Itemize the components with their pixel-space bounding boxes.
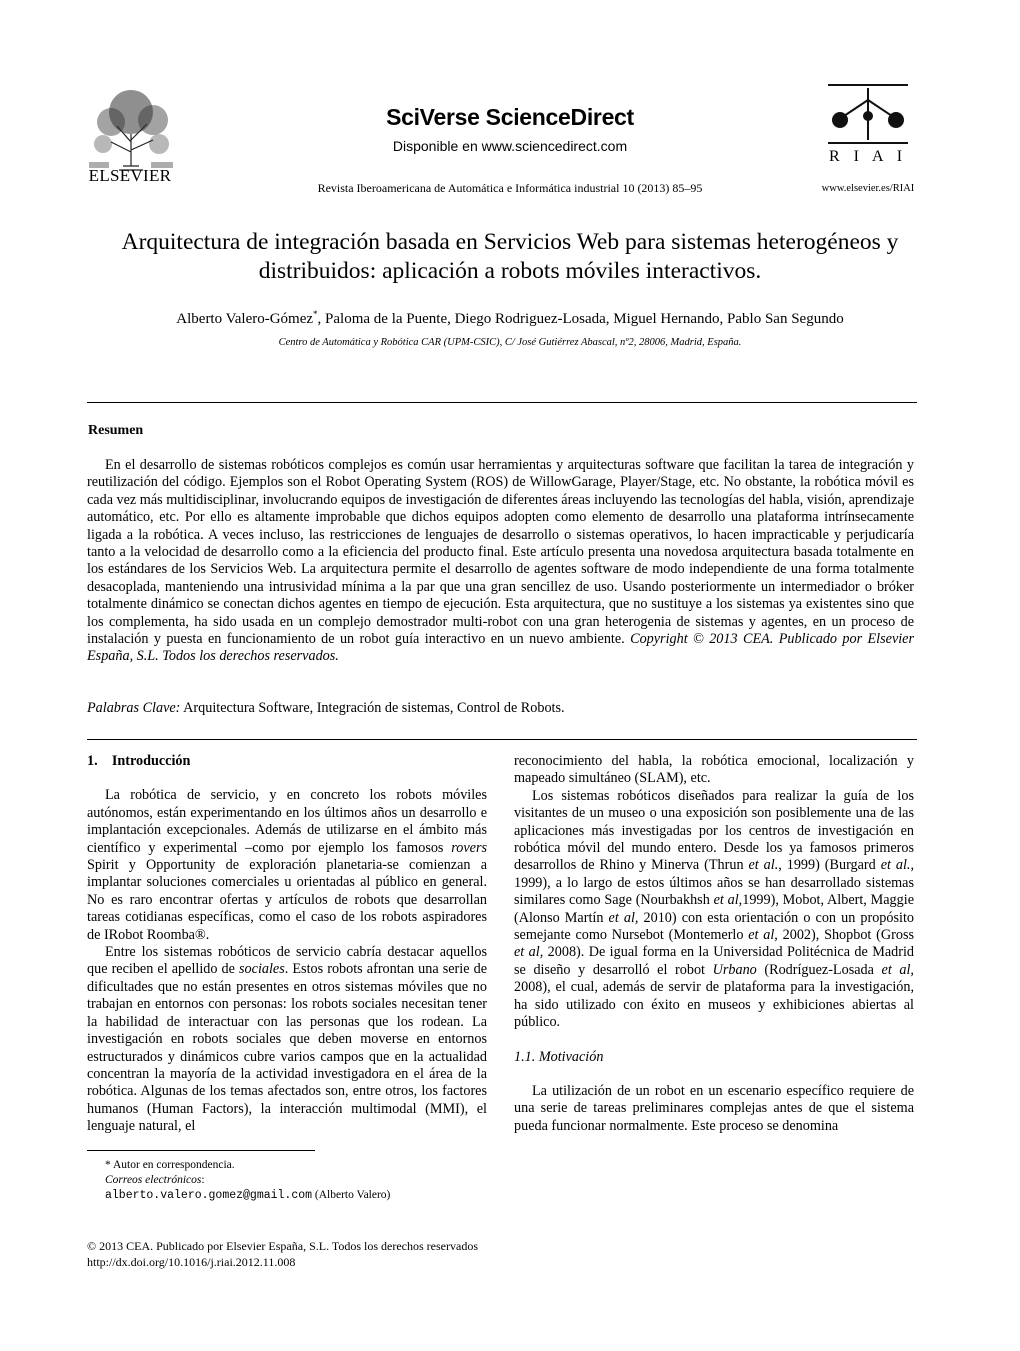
- abstract-body: [87, 457, 914, 666]
- intro-paragraph-2: Entre los sistemas robóticos de servicio cabría destacar aquellos que reciben el apellido de sociales. Estos robots afrontan una serie de dificultades que no están presentes en otros sistemas móviles que no trabajan en entornos con personas: los robots sociales necesitan tener la habilidad de interactuar con las personas que los rodean. La investigación en robots sociales que deben moverse en entornos estructurados y dinámicos cubre varios campos que en la actualidad concentran la mayoría de la actividad investigadora en el área de la robótica. Algunas de los temas afectados son, entre otros, los factores humanos (Human Factors), la interacción multimodal (MMI), el lenguaje natural, el: [87, 944, 487, 1135]
- top-divider: [87, 402, 917, 403]
- publisher-name: ELSEVIER: [88, 166, 172, 185]
- page-footer: [87, 1239, 687, 1270]
- doi-link[interactable]: http://dx.doi.org/10.1016/j.riai.2012.11.008: [87, 1254, 296, 1269]
- abstract-heading: Resumen: [88, 423, 144, 438]
- copyright-line: © 2013 CEA. Publicado por Elsevier España, S.L. Todos los derechos reservados: [87, 1239, 478, 1253]
- keywords-label: Palabras Clave:: [87, 700, 181, 716]
- journal-citation: Revista Iberoamericana de Automática e Informática industrial 10 (2013) 85–95: [317, 181, 703, 195]
- keywords-list: Arquitectura Software, Integración de sistemas, Control de Robots.: [183, 700, 565, 716]
- intro-paragraph-3: Los sistemas robóticos diseñados para realizar la guía de los visitantes de un museo o una exposición son posiblemente una de las aplicaciones más investigadas por los centros de investigación en robótica móvil del mundo entero. Desde los ya famosos primeros desarrollos de Rhino y Minerva (Thrun et al., 1999) (Burgard et al., 1999), a lo largo de estos últimos años se han desarrollado sistemas similares como Sage (Nourbakhsh et al,1999), Mobot, Albert, Maggie (Alonso Martín et al, 2010) con esta orientación o con un propósito semejante como Nursebot (Montemerlo et al, 2002), Shopbot (Gross et al, 2008). De igual forma en la Universidad Politécnica de Madrid se diseño y desarrolló el robot Urbano (Rodríguez-Losada et al, 2008), el cual, además de servir de plataforma para la investigación, ha sido utilizado con éxito en museos y exhibiciones abiertas al público.: [514, 787, 914, 1031]
- motivation-paragraph: La utilización de un robot en un escenario específico requiere de una serie de tareas preliminares complejas antes de que el sistema pueda funcionar normalmente. Este proceso se denomina: [514, 1082, 914, 1134]
- intro-paragraph-2-continued: reconocimiento del habla, la robótica emocional, localización y mapeado simultáneo (SLAM), etc.: [514, 753, 914, 787]
- title-line-1: Arquitectura de integración basada en Servicios Web para sistemas heterogéneos y: [121, 229, 899, 255]
- riai-logo-text: R I A I: [828, 148, 908, 165]
- abstract-text: En el desarrollo de sistemas robóticos complejos es común usar herramientas y arquitecturas software que facilitan la tarea de integración y reutilización del código. Ejemplos son el Robot Operating System (ROS) de WillowGarage, Player/Stage, etc. No obstante, la robótica móvil es cada vez más multidisciplinar, involucrando equipos de investigación de diferentes áreas incluyendo las tecnologías del habla, visión, aprendizaje automático, etc. Por ello es altamente improbable que dichos equipos adopten como elemento de desarrollo una plataforma intrínsecamente ligada a la robótica. A veces incluso, las restricciones de lenguajes de desarrollo o sistemas operativos, lo hacen impracticable y perjudicaría tanto a la velocidad de desarrollo como a la eficiencia del producto final. Este artículo presenta una novedosa arquitectura basada totalmente en los estándares de los Servicios Web. La arquitectura permite el desarrollo de agentes software de modo independiente de una forma totalmente desacoplada, manteniendo una intrusividad mínima a la par que una gran sencillez de uso. Usando posteriormente un intermediador o bróker totalmente dinámico se conectan dichos agentes en tiempo de ejecución. Esta arquitectura, que no sustituye a los sistemas ya existentes sino que los complementa, ha sido usada en un complejo demostrador multi-robot con una gran heterogenia de sistemas y agentes, en un proceso de instalación y puesta en funcionamiento de un robot guía interactivo en un nuevo ambiente.: [87, 457, 914, 648]
- section-heading-introduccion: 1. Introducción: [87, 753, 191, 769]
- affiliation: Centro de Automática y Robótica CAR (UPM-CSIC), C/ José Gutiérrez Abascal, nº2, 28006, Madrid, España.: [278, 337, 742, 348]
- corresponding-note: * Autor en correspondencia.: [105, 1159, 235, 1171]
- title-line-2: distribuidos: aplicación a robots móviles interactivos.: [258, 258, 762, 284]
- keywords: [87, 700, 914, 717]
- email-line: alberto.valero.gomez@gmail.com (Alberto Valero): [105, 1189, 391, 1202]
- other-authors: , Paloma de la Puente, Diego Rodriguez-Losada, Miguel Hernando, Pablo San Segundo: [317, 311, 844, 327]
- footnote-divider: [87, 1150, 315, 1151]
- right-column: [514, 753, 914, 1135]
- corresponding-mark: *: [313, 309, 318, 319]
- paper-title: [90, 228, 930, 286]
- corresponding-author: Alberto Valero-Gómez: [176, 311, 314, 327]
- emails-label: Correos electrónicos:: [105, 1174, 205, 1186]
- subsection-heading-motivacion: 1.1. Motivación: [514, 1048, 604, 1065]
- abstract-copyright: Copyright © 2013 CEA. Publicado por Elsevier España, S.L. Todos los derechos reservados.: [87, 631, 914, 665]
- journal-url[interactable]: www.elsevier.es/RIAI: [821, 183, 915, 194]
- platform-title: SciVerse ScienceDirect: [386, 104, 634, 130]
- platform-subtitle[interactable]: Disponible en www.sciencedirect.com: [392, 138, 628, 154]
- footnote: [105, 1158, 505, 1203]
- left-column: [87, 753, 487, 1136]
- abstract-divider: [87, 739, 917, 740]
- author-email[interactable]: alberto.valero.gomez@gmail.com: [105, 1189, 313, 1202]
- author-list: [90, 309, 930, 328]
- intro-paragraph-1: La robótica de servicio, y en concreto los robots móviles autónomos, están experimentando en los últimos años un desarrollo e implantación excepcionales. Además de utilizarse en el ámbito más científico y experimental –como por ejemplo los famosos rovers Spirit y Opportunity de exploración planetaria-se comienzan a implantar soluciones comerciales u orientadas al público en general. No es raro encontrar ofertas y artículos de robots que desarrollan tareas cotidianas específicas, como el caso de los robots aspiradores de IRobot Roomba®.: [87, 787, 487, 943]
